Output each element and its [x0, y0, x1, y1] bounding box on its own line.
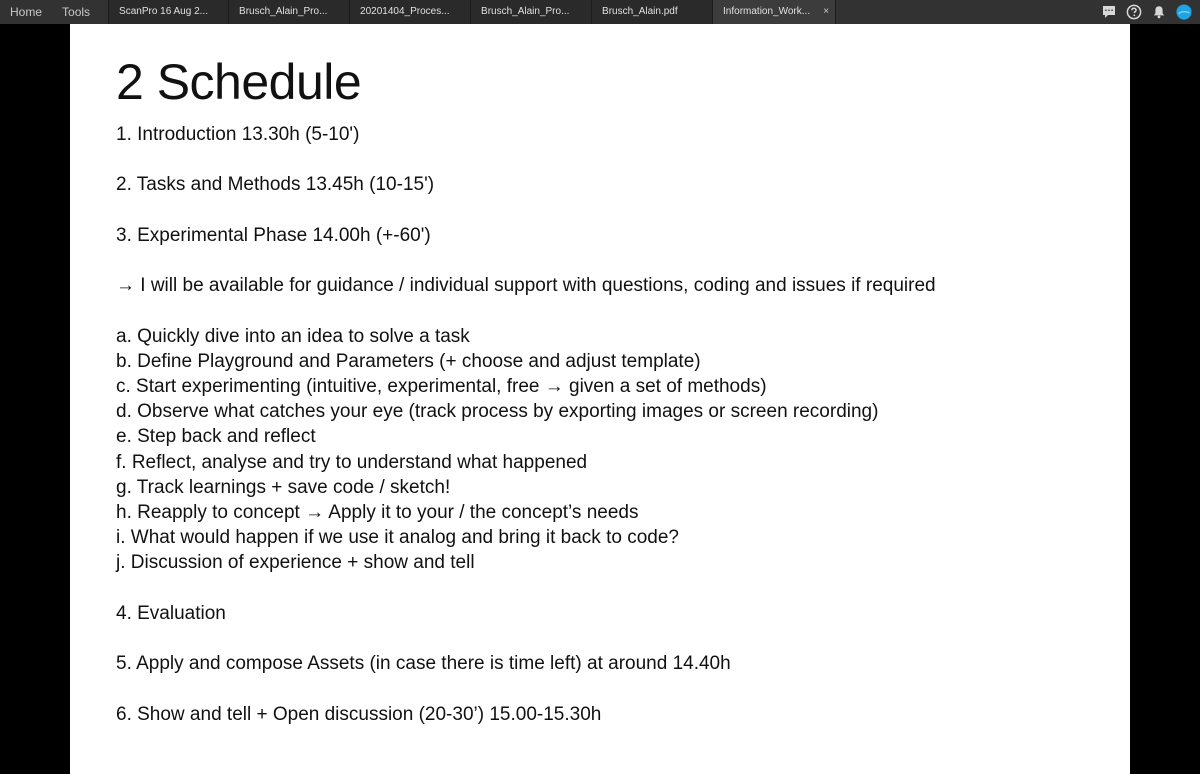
tab-label: Information_Work...: [723, 6, 811, 17]
sub-item: h. Reapply to concept → Apply it to your / the concept’s needs: [116, 501, 639, 523]
tab-scanpro[interactable]: [108, 0, 229, 24]
tab-label: ScanPro 16 Aug 2...: [119, 6, 208, 17]
schedule-note: → I will be available for guidance / individual support with questions, coding and issues if required: [116, 275, 936, 297]
document-viewer[interactable]: [0, 24, 1200, 774]
top-toolbar: [0, 0, 1200, 24]
schedule-item: 6. Show and tell + Open discussion (20-30’) 15.00-15.30h: [116, 703, 602, 725]
pdf-page: [70, 24, 1130, 774]
comment-icon[interactable]: [1101, 4, 1117, 20]
sub-item: g. Track learnings + save code / sketch!: [116, 476, 451, 498]
tab-label: Brusch_Alain.pdf: [602, 6, 678, 17]
sub-item: c. Start experimenting (intuitive, experimental, free → given a set of methods): [116, 375, 767, 397]
tab-label: Brusch_Alain_Pro...: [239, 6, 328, 17]
schedule-item: 1. Introduction 13.30h (5-10'): [116, 124, 360, 145]
sub-item: e. Step back and reflect: [116, 426, 316, 448]
document-tabs: [108, 0, 836, 24]
sub-item: d. Observe what catches your eye (track process by exporting images or screen recording): [116, 401, 879, 423]
tab-label: Brusch_Alain_Pro...: [481, 6, 570, 17]
page-title: 2 Schedule: [116, 54, 362, 110]
profile-avatar-icon[interactable]: [1176, 4, 1192, 20]
page-content: [116, 54, 1106, 727]
tab-20201404-proces[interactable]: [350, 0, 471, 24]
tab-brusch-alain-pdf[interactable]: [592, 0, 713, 24]
nav-tools[interactable]: Tools: [62, 5, 91, 19]
schedule-item: 5. Apply and compose Assets (in case there is time left) at around 14.40h: [116, 653, 731, 675]
sub-item: a. Quickly dive into an idea to solve a task: [116, 325, 470, 347]
nav-home[interactable]: Home: [10, 5, 43, 19]
sub-item: i. What would happen if we use it analog and bring it back to code?: [116, 527, 679, 549]
sub-item: j. Discussion of experience + show and tell: [116, 552, 475, 574]
schedule-item: 3. Experimental Phase 14.00h (+-60'): [116, 224, 431, 246]
toolbar-right-icons: [1101, 0, 1192, 24]
help-icon[interactable]: [1126, 4, 1142, 20]
sub-item: f. Reflect, analyse and try to understand what happened: [116, 451, 588, 473]
tab-information-work[interactable]: [713, 0, 836, 24]
notification-bell-icon[interactable]: [1151, 4, 1167, 20]
tab-label: 20201404_Proces...: [360, 6, 450, 17]
close-icon[interactable]: ×: [823, 6, 830, 17]
sub-item: b. Define Playground and Parameters (+ choose and adjust template): [116, 350, 701, 372]
schedule-item: 4. Evaluation: [116, 602, 226, 624]
tab-brusch-alain-pro-1[interactable]: [229, 0, 350, 24]
tab-brusch-alain-pro-2[interactable]: [471, 0, 592, 24]
schedule-item: 2. Tasks and Methods 13.45h (10-15'): [116, 174, 435, 196]
